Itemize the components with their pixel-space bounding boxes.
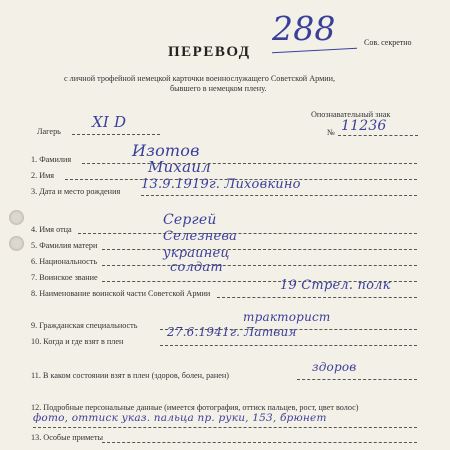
id-mark-value: 11236 [341, 118, 387, 134]
camp-label: Лагерь [37, 127, 61, 136]
field-3-value: 13.9.1919г. Лиховкино [141, 177, 301, 192]
id-mark-label: Опознавательный знак [311, 110, 391, 119]
id-mark-underline [338, 135, 418, 136]
subtitle-line-2: бывшего в немецком плену. [170, 84, 267, 93]
field-10-rule [160, 345, 417, 346]
field-11-value: здоров [312, 360, 357, 374]
field-1-value: Изотов [132, 141, 200, 160]
field-1-rule [82, 163, 417, 164]
field-11-label: 11. В каком состоянии взят в плен (здоров, болен, ранен) [31, 371, 229, 380]
handwritten-document-number: 288 [272, 9, 336, 48]
field-10-label: 10. Когда и где взят в плен [31, 337, 124, 346]
field-5-rule [102, 249, 417, 250]
field-6-label: 6. Национальность [31, 257, 98, 266]
field-9-label: 9. Гражданская специальность [31, 321, 138, 330]
field-6-value: украинец [163, 246, 230, 261]
field-9-value: тракторист [243, 310, 331, 324]
field-5-value: Селезнева [163, 229, 238, 244]
camp-underline [72, 134, 160, 135]
field-7-label: 7. Воинское звание [31, 273, 98, 282]
field-8-rule [217, 297, 417, 298]
field-2-value: Михаил [148, 158, 211, 176]
field-13-label: 13. Особые приметы [31, 433, 104, 442]
field-3-rule [141, 195, 417, 196]
field-3-label: 3. Дата и место рождения [31, 187, 121, 196]
handwritten-underline [272, 48, 357, 53]
field-10-value: 27.6.1941г. Латвия [167, 325, 297, 339]
punch-hole-bottom [9, 236, 24, 251]
field-12-rule [33, 427, 417, 428]
field-4-value: Сергей [163, 212, 217, 228]
field-6-rule [102, 265, 417, 266]
document-title: ПЕРЕВОД [168, 44, 251, 60]
field-13-rule [102, 442, 417, 443]
id-mark-number-sign: № [327, 128, 335, 137]
camp-value: XI D [92, 113, 127, 131]
field-8-label: 8. Наименование воинской части Советской Армии [31, 289, 211, 298]
field-12-label: 12. Подробные персональные данные (имеется фотография, оттиск пальцев, рост, цвет волос) [31, 403, 359, 412]
subtitle-line-1: с личной трофейной немецкой карточки военнослужащего Советской Армии, [64, 74, 336, 83]
field-8-value: 19 Стрел. полк [280, 278, 391, 293]
field-11-rule [297, 379, 417, 380]
classification-stamp: Сов. секретно [364, 38, 412, 47]
punch-hole-top [9, 210, 24, 225]
field-4-rule [78, 233, 417, 234]
field-2-label: 2. Имя [31, 171, 55, 180]
field-12-value: фото, оттиск указ. пальца пр. руки, 153, брюнет [33, 412, 327, 424]
field-1-label: 1. Фамилия [31, 155, 72, 164]
field-5-label: 5. Фамилия матери [31, 241, 98, 250]
field-4-label: 4. Имя отца [31, 225, 72, 234]
field-7-value: солдат [170, 260, 223, 275]
